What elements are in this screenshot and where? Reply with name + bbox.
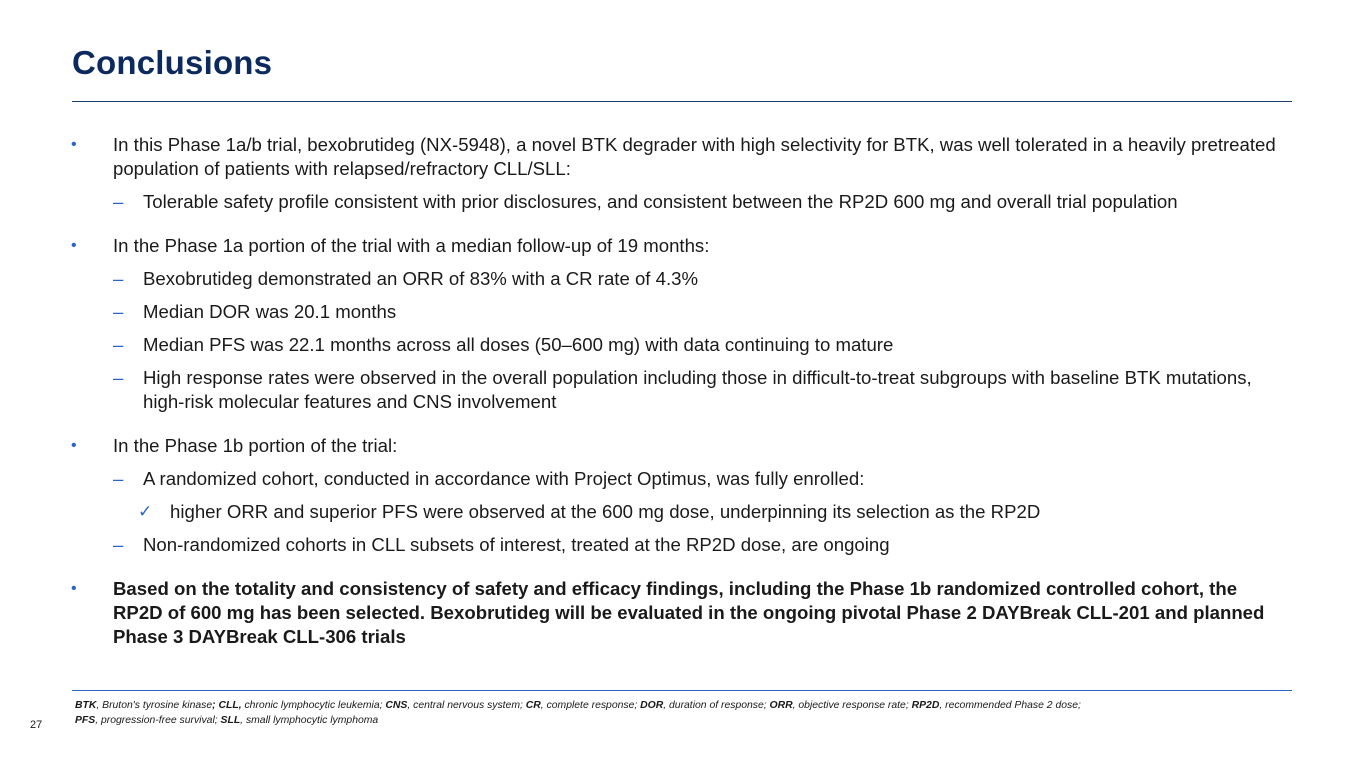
footnote-abbr: CNS [385, 700, 408, 711]
footnote-def: duration of response [669, 700, 764, 711]
bullet-item [71, 234, 1288, 258]
check-bullet-item [138, 500, 1250, 524]
check-bullet-text: higher ORR and superior PFS were observed at the 600 mg dose, underpinning its selection as the RP2D [170, 501, 1041, 522]
footnote-abbr: ORR [769, 700, 793, 711]
sub-bullet-text: A randomized cohort, conducted in accordance with Project Optimus, was fully enrolled: [143, 468, 865, 489]
footnote-def: complete response [546, 700, 635, 711]
bullet-text: In the Phase 1a portion of the trial with a median follow-up of 19 months: [113, 235, 710, 256]
dash-marker: – [113, 468, 124, 489]
footnote-divider [72, 690, 1292, 691]
footnote-sep: , [407, 700, 414, 711]
footnote-abbr: RP2D [911, 700, 940, 711]
footnote-def: recommended Phase 2 dose [945, 700, 1078, 711]
bullet-text: Based on the totality and consistency of safety and efficacy findings, including the Phase 1b randomized controlled cohort, the RP2D of 600 mg has been selected. Bexobrutideg will be evaluated in the ongoing pivotal Phase 2 DAYBreak CLL-201 and planned Phase 3 DAYBreak CLL-306 trials [113, 578, 1265, 647]
abbreviations-footnote [75, 699, 1255, 728]
bullet-marker: • [71, 580, 77, 597]
bullet-marker: • [71, 437, 77, 454]
footnote-abbr: BTK [75, 700, 97, 711]
sub-bullet-item [113, 533, 1253, 557]
footnote-end: ; [519, 700, 526, 711]
title-divider [72, 101, 1292, 102]
bullet-marker: • [71, 237, 77, 254]
sub-bullet-text: High response rates were observed in the overall population including those in difficult-to-treat subgroups with baseline BTK mutations, high-risk molecular features and CNS involvement [143, 367, 1252, 412]
sub-bullet-text: Bexobrutideg demonstrated an ORR of 83% with a CR rate of 4.3% [143, 268, 699, 289]
sub-bullet-text: Median DOR was 20.1 months [143, 301, 397, 322]
dash-marker: – [113, 191, 124, 212]
footnote-term [770, 700, 912, 711]
sub-bullet-item [113, 333, 1253, 357]
footnote-def: small lymphocytic lymphoma [245, 714, 379, 726]
footnote-end: ; [905, 700, 912, 711]
footnote-sep: , [792, 700, 799, 711]
bullet-item [71, 133, 1288, 181]
sub-bullet-text: Median PFS was 22.1 months across all doses (50–600 mg) with data continuing to mature [143, 334, 894, 355]
page-number: 27 [30, 719, 43, 731]
bullet-marker: • [71, 136, 77, 153]
footnote-sep: , [240, 714, 246, 726]
footnote-end: ; [214, 714, 221, 726]
footnote-def: chronic lymphocytic leukemia [244, 700, 380, 711]
checkmark-icon: ✓ [138, 502, 153, 521]
footnote-sep: , [540, 700, 547, 711]
footnote-def: central nervous system [413, 700, 520, 711]
bullet-text: In the Phase 1b portion of the trial: [113, 435, 398, 456]
sub-bullet-text: Tolerable safety profile consistent with prior disclosures, and consistent between the RP2D 600 mg and overall trial population [143, 191, 1178, 212]
footnote-abbr: CLL, [218, 700, 242, 711]
footnote-term [75, 700, 219, 711]
sub-bullet-item [113, 467, 1253, 491]
footnote-sep: , [95, 714, 101, 726]
footnote-end: ; [212, 700, 219, 711]
footnote-term [221, 715, 379, 726]
bullet-text: In this Phase 1a/b trial, bexobrutideg (NX-5948), a novel BTK degrader with high selectivity for BTK, was well tolerated in a heavily pretreated population of patients with relapsed/refractory CLL/SLL: [113, 134, 1276, 179]
dash-marker: – [113, 268, 124, 289]
footnote-term [526, 700, 640, 711]
bullet-item-conclusion [71, 577, 1288, 649]
sub-bullet-item [113, 190, 1253, 214]
footnote-end: ; [379, 700, 386, 711]
footnote-abbr: CR [525, 700, 541, 711]
footnote-def: progression-free survival [101, 714, 215, 726]
footnote-term [219, 700, 386, 711]
footnote-sep: , [939, 700, 946, 711]
footnote-term [385, 700, 525, 711]
footnote-end: ; [763, 700, 770, 711]
bullet-item [71, 434, 1288, 458]
sub-bullet-item [113, 267, 1253, 291]
footnote-term [640, 700, 769, 711]
footnote-term [75, 715, 221, 726]
sub-bullet-item [113, 366, 1253, 414]
footnote-abbr: PFS [75, 714, 96, 726]
footnote-sep: , [96, 700, 103, 711]
footnote-def: Bruton's tyrosine kinase [102, 700, 213, 711]
footnote-end: ; [634, 700, 641, 711]
sub-bullet-text: Non-randomized cohorts in CLL subsets of interest, treated at the RP2D dose, are ongoing [143, 534, 890, 555]
dash-marker: – [113, 301, 124, 322]
footnote-end: ; [1077, 700, 1081, 711]
footnote-abbr: SLL [220, 714, 241, 726]
footnote-sep: , [663, 700, 670, 711]
dash-marker: – [113, 367, 124, 388]
conclusions-list [0, 133, 1365, 649]
footnote-abbr: DOR [640, 700, 664, 711]
dash-marker: – [113, 534, 124, 555]
slide-title: Conclusions [72, 44, 273, 81]
footnote-term [912, 700, 1081, 711]
dash-marker: – [113, 334, 124, 355]
footnote-def: objective response rate [798, 700, 906, 711]
sub-bullet-item [113, 300, 1253, 324]
